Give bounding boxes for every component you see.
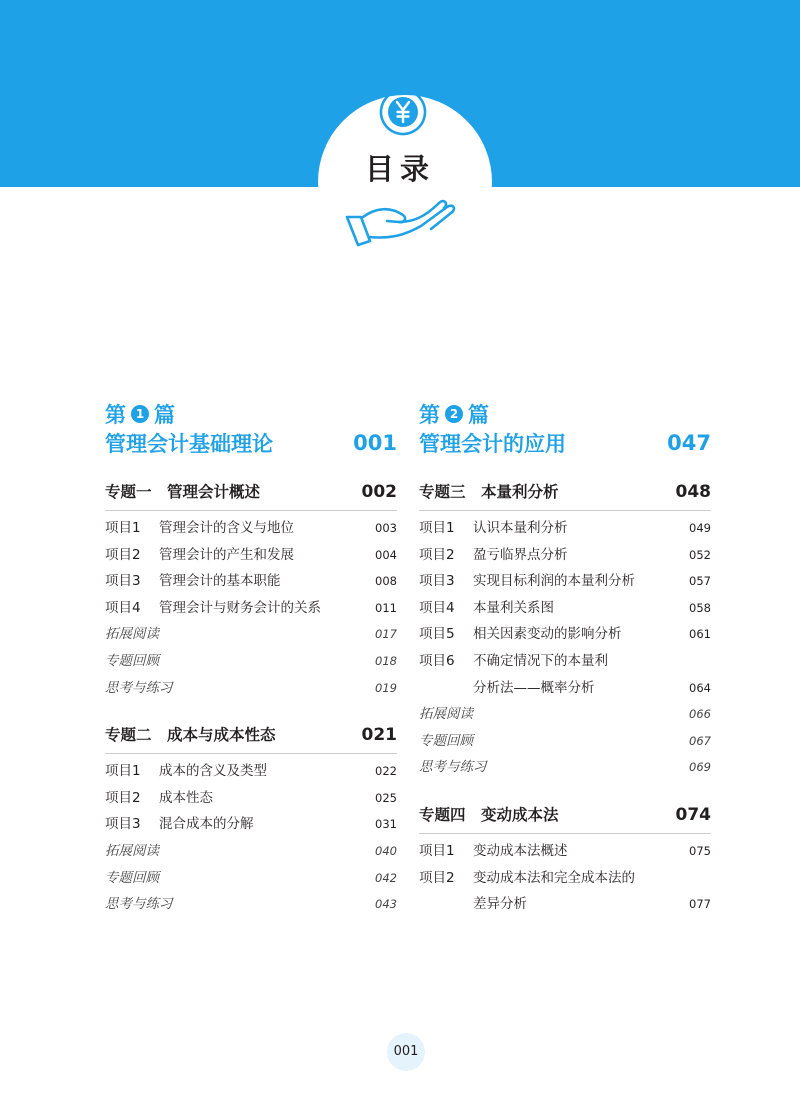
entry-label: 分析法——概率分析 xyxy=(473,679,595,696)
topic-row[interactable] xyxy=(105,480,397,504)
entry-label-group xyxy=(419,595,554,622)
entry-label: 相关因素变动的影响分析 xyxy=(473,626,622,643)
entry-label: 专题回顾 xyxy=(105,869,159,886)
entry-page: 061 xyxy=(689,627,711,642)
entry-page: 066 xyxy=(689,707,711,722)
topic-title: 专题三 本量利分析 xyxy=(419,483,559,501)
toc-entry[interactable] xyxy=(105,675,397,702)
entry-label-group xyxy=(419,648,608,675)
entry-label: 成本的含义及类型 xyxy=(159,763,267,780)
part-title: 管理会计的应用 xyxy=(419,432,566,456)
entry-label-group xyxy=(105,785,213,812)
topic-divider xyxy=(419,833,711,834)
part-title-row[interactable] xyxy=(419,428,711,458)
toc-entry[interactable] xyxy=(419,754,711,781)
toc-entry[interactable] xyxy=(105,568,397,595)
toc-entry[interactable] xyxy=(105,758,397,785)
toc-entry[interactable] xyxy=(419,568,711,595)
part-number-badge: 1 xyxy=(131,405,149,423)
part-number-badge: 2 xyxy=(445,405,463,423)
page-number: 001 xyxy=(387,1033,425,1071)
entry-label: 本量利关系图 xyxy=(473,599,554,616)
topic-row[interactable] xyxy=(105,723,397,747)
toc-entry[interactable] xyxy=(419,542,711,569)
entry-page: 040 xyxy=(375,843,397,858)
entry-label-group xyxy=(419,621,622,648)
entry-label: 思考与练习 xyxy=(419,759,487,776)
topic-page: 002 xyxy=(361,482,397,502)
entry-number: 项目1 xyxy=(105,520,141,536)
toc-entry[interactable] xyxy=(105,515,397,542)
part-title-row[interactable] xyxy=(105,428,397,458)
part-label xyxy=(419,400,711,428)
entry-page: 031 xyxy=(375,817,397,832)
entry-label: 认识本量利分析 xyxy=(473,520,568,536)
entry-label-group xyxy=(105,675,173,702)
entry-page: 019 xyxy=(375,680,397,695)
entry-number: 项目2 xyxy=(419,869,455,886)
entry-page: 077 xyxy=(689,897,711,912)
toc-entry[interactable] xyxy=(419,728,711,755)
topic-row[interactable] xyxy=(419,480,711,504)
entry-label: 不确定情况下的本量利 xyxy=(473,652,608,669)
toc-column-part-1 xyxy=(105,400,397,918)
entry-label-group xyxy=(105,758,267,785)
entry-page: 011 xyxy=(375,600,397,615)
entry-page: 043 xyxy=(375,897,397,912)
toc-entry[interactable] xyxy=(105,648,397,675)
topic-page: 021 xyxy=(361,725,397,746)
toc-entry[interactable] xyxy=(419,701,711,728)
entry-page: 025 xyxy=(375,790,397,805)
entry-page: 052 xyxy=(689,547,711,562)
toc-entry[interactable] xyxy=(105,811,397,838)
entry-label-group xyxy=(419,515,568,542)
entry-label-group xyxy=(105,811,254,838)
toc-entry[interactable] xyxy=(105,785,397,812)
topic-title: 专题二 成本与成本性态 xyxy=(105,726,276,745)
entry-label: 专题回顾 xyxy=(105,652,159,669)
entry-number: 项目1 xyxy=(419,842,455,859)
entry-label-group xyxy=(419,728,473,755)
topic-page: 074 xyxy=(675,804,711,825)
entry-page: 022 xyxy=(375,764,397,779)
toc-entry[interactable] xyxy=(105,865,397,892)
entry-number: 项目1 xyxy=(419,520,455,536)
entry-label-group xyxy=(419,838,568,865)
entry-label-group xyxy=(105,865,159,892)
entry-label-group xyxy=(419,865,635,892)
topic-divider xyxy=(105,510,397,511)
entry-label: 拓展阅读 xyxy=(105,842,159,859)
entry-number: 项目4 xyxy=(419,599,455,616)
topic-page: 048 xyxy=(675,482,711,502)
entry-page: 008 xyxy=(375,574,397,589)
toc-entry[interactable] xyxy=(419,648,711,675)
entry-label: 管理会计的含义与地位 xyxy=(159,520,294,536)
toc-entry[interactable] xyxy=(105,838,397,865)
entry-label-group xyxy=(419,675,595,702)
toc-entry[interactable] xyxy=(419,865,711,892)
entry-number: 项目2 xyxy=(105,789,141,806)
entry-label: 管理会计与财务会计的关系 xyxy=(159,599,321,616)
entry-label: 思考与练习 xyxy=(105,679,173,696)
topic-row[interactable] xyxy=(419,803,711,827)
toc-entry[interactable] xyxy=(419,621,711,648)
toc-entry[interactable] xyxy=(419,595,711,622)
entry-label-group xyxy=(105,568,281,595)
entry-label: 管理会计的产生和发展 xyxy=(159,546,294,563)
toc-entry[interactable] xyxy=(105,595,397,622)
entry-page: 069 xyxy=(689,760,711,775)
entry-label: 思考与练习 xyxy=(105,896,173,913)
part-label xyxy=(105,400,397,428)
topic-title: 专题一 管理会计概述 xyxy=(105,483,261,501)
entry-label: 管理会计的基本职能 xyxy=(159,573,281,590)
yen-coin-icon xyxy=(378,87,428,137)
entry-label-group xyxy=(419,754,487,781)
entry-label: 变动成本法概述 xyxy=(473,842,568,859)
toc-entry[interactable] xyxy=(419,891,711,918)
entry-number: 项目6 xyxy=(419,652,455,669)
part-suffix: 篇 xyxy=(468,403,489,427)
entry-label: 混合成本的分解 xyxy=(159,816,254,833)
entry-number: 项目2 xyxy=(419,546,455,563)
toc-entry[interactable] xyxy=(105,891,397,918)
entry-label-group xyxy=(419,542,568,569)
entry-label: 盈亏临界点分析 xyxy=(473,546,568,563)
toc-column-part-2 xyxy=(419,400,711,918)
open-hand-icon xyxy=(343,195,459,247)
topic-divider xyxy=(105,753,397,754)
entry-page: 057 xyxy=(689,574,711,589)
entry-page: 064 xyxy=(689,680,711,695)
toc-entry[interactable] xyxy=(419,838,711,865)
entry-page: 042 xyxy=(375,870,397,885)
toc-entry[interactable] xyxy=(419,675,711,702)
entry-label: 变动成本法和完全成本法的 xyxy=(473,869,635,886)
entry-label-group xyxy=(105,515,294,542)
entry-number: 项目3 xyxy=(419,573,455,590)
toc-entry[interactable] xyxy=(419,515,711,542)
entry-label-group xyxy=(419,568,635,595)
entry-label-group xyxy=(105,838,159,865)
entry-label: 成本性态 xyxy=(159,789,213,806)
entry-label: 实现目标利润的本量利分析 xyxy=(473,573,635,590)
entry-label-group xyxy=(105,891,173,918)
page-title: 目录 xyxy=(364,152,435,186)
entry-page: 067 xyxy=(689,733,711,748)
part-page: 001 xyxy=(353,431,397,455)
entry-number: 项目3 xyxy=(105,816,141,833)
entry-page: 058 xyxy=(689,600,711,615)
entry-number: 项目5 xyxy=(419,626,455,643)
entry-label-group xyxy=(105,542,294,569)
entry-number: 项目4 xyxy=(105,599,141,616)
entry-page: 018 xyxy=(375,653,397,668)
entry-page: 049 xyxy=(689,521,711,535)
entry-page: 075 xyxy=(689,843,711,858)
topic-divider xyxy=(419,510,711,511)
topic-title: 专题四 变动成本法 xyxy=(419,805,559,824)
entry-label-group xyxy=(419,891,527,918)
part-page: 047 xyxy=(667,431,711,455)
entry-label-group xyxy=(105,595,321,622)
entry-page: 003 xyxy=(375,521,397,535)
entry-label-group xyxy=(105,621,159,648)
entry-number: 项目2 xyxy=(105,546,141,563)
part-prefix: 第 xyxy=(105,403,126,427)
part-suffix: 篇 xyxy=(154,403,175,427)
entry-label: 专题回顾 xyxy=(419,732,473,749)
part-prefix: 第 xyxy=(419,403,440,427)
entry-number: 项目3 xyxy=(105,573,141,590)
toc-entry[interactable] xyxy=(105,621,397,648)
entry-label: 拓展阅读 xyxy=(419,706,473,723)
entry-label-group xyxy=(105,648,159,675)
entry-label: 拓展阅读 xyxy=(105,626,159,643)
entry-label: 差异分析 xyxy=(473,896,527,913)
entry-label-group xyxy=(419,701,473,728)
entry-page: 017 xyxy=(375,627,397,642)
part-title: 管理会计基础理论 xyxy=(105,432,273,456)
entry-page: 004 xyxy=(375,547,397,562)
entry-number: 项目1 xyxy=(105,763,141,780)
toc-entry[interactable] xyxy=(105,542,397,569)
